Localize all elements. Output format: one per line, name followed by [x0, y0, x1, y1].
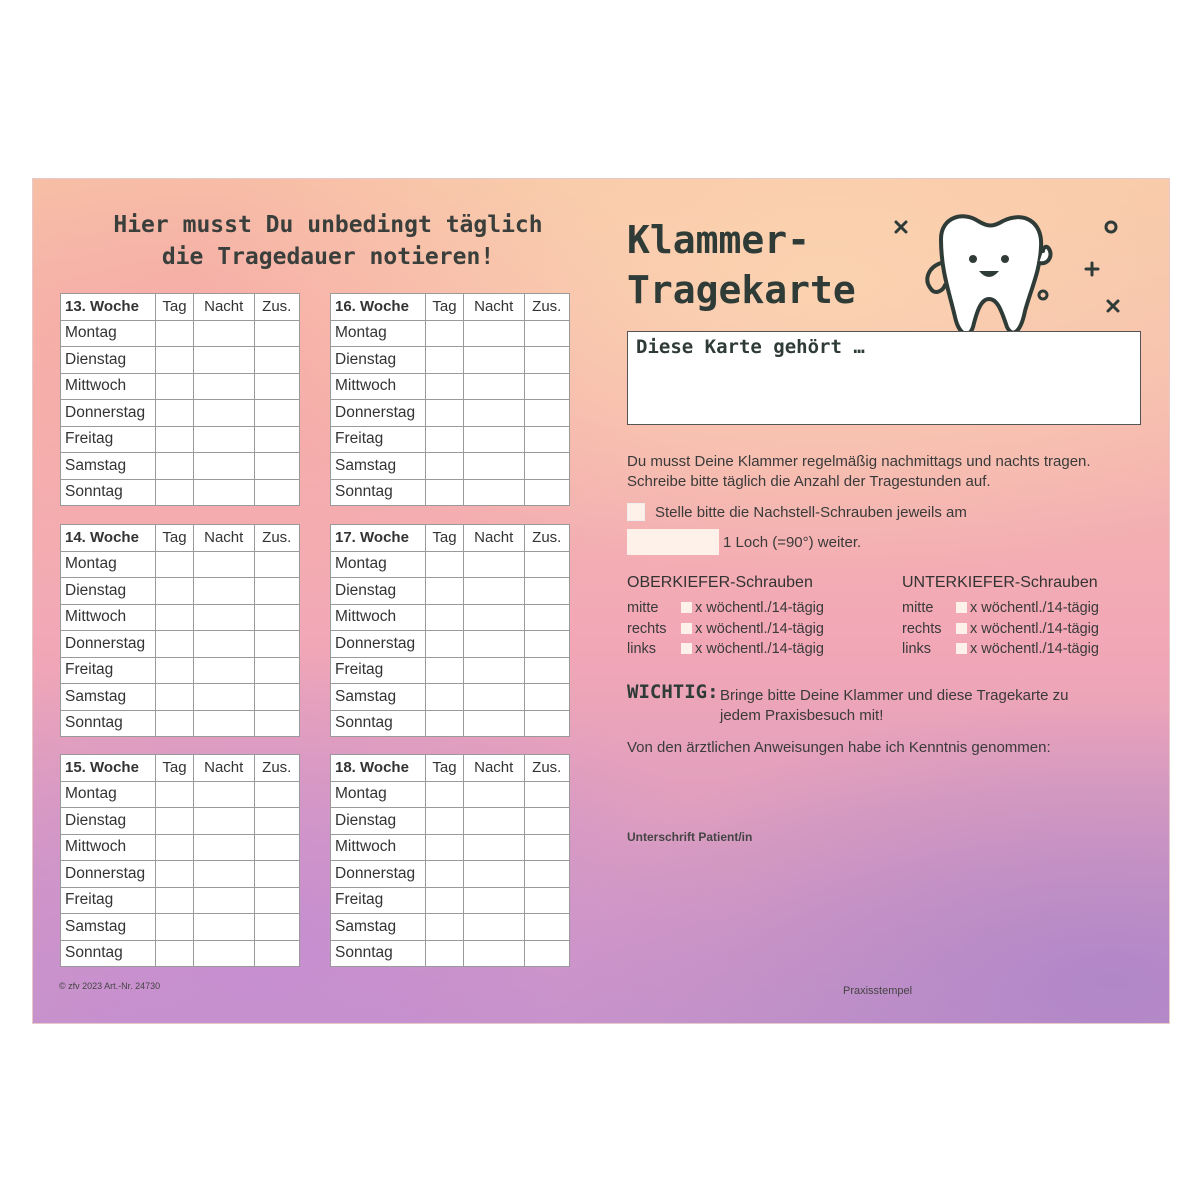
table-row	[331, 604, 570, 631]
day-label: Sonntag	[61, 479, 156, 506]
hours-cell[interactable]	[463, 940, 524, 967]
day-label: Freitag	[331, 887, 426, 914]
hours-cell[interactable]	[193, 453, 254, 480]
hours-cell[interactable]	[426, 684, 464, 711]
hours-cell[interactable]	[254, 914, 300, 941]
day-label: Donnerstag	[61, 400, 156, 427]
week-table	[60, 293, 300, 506]
screw-frequency: x wöchentl./14-tägig	[970, 641, 1099, 657]
hours-cell[interactable]	[193, 684, 254, 711]
hours-cell[interactable]	[524, 808, 570, 835]
week-table	[330, 524, 570, 737]
table-row	[61, 426, 300, 453]
hours-cell[interactable]	[193, 551, 254, 578]
table-row	[61, 914, 300, 941]
unterkiefer-row	[902, 641, 1162, 659]
hours-cell[interactable]	[463, 834, 524, 861]
hours-cell[interactable]	[524, 887, 570, 914]
owner-label: Diese Karte gehört …	[636, 336, 865, 358]
hours-cell[interactable]	[193, 631, 254, 658]
screw-frequency: x wöchentl./14-tägig	[695, 620, 824, 637]
hours-cell[interactable]	[254, 684, 300, 711]
hours-cell[interactable]	[426, 781, 464, 808]
day-label: Samstag	[61, 914, 156, 941]
headline	[103, 209, 553, 273]
hours-cell[interactable]	[156, 479, 194, 506]
hours-cell[interactable]	[254, 347, 300, 374]
hours-cell[interactable]	[254, 940, 300, 967]
hours-cell[interactable]	[193, 781, 254, 808]
column-header: Tag	[156, 755, 194, 782]
hours-cell[interactable]	[524, 940, 570, 967]
table-row	[331, 479, 570, 506]
day-label: Mittwoch	[331, 834, 426, 861]
table-row	[61, 373, 300, 400]
hours-cell[interactable]	[463, 453, 524, 480]
table-row	[61, 710, 300, 737]
hours-cell[interactable]	[254, 400, 300, 427]
hours-cell[interactable]	[193, 887, 254, 914]
table-row	[331, 834, 570, 861]
hours-cell[interactable]	[426, 400, 464, 427]
hours-cell[interactable]	[193, 426, 254, 453]
headline-line-1: Hier musst Du unbedingt täglich	[113, 212, 543, 238]
column-header: Nacht	[463, 525, 524, 552]
day-label: Samstag	[61, 684, 156, 711]
table-row	[331, 426, 570, 453]
headline-line-2: die Tragedauer notieren!	[161, 244, 495, 270]
hours-cell[interactable]	[524, 400, 570, 427]
column-header: Nacht	[193, 525, 254, 552]
hours-cell[interactable]	[426, 347, 464, 374]
hours-cell[interactable]	[193, 400, 254, 427]
hours-cell[interactable]	[524, 604, 570, 631]
week-table	[330, 754, 570, 967]
day-label: Mittwoch	[61, 834, 156, 861]
acknowledgement-text: Von den ärztlichen Anweisungen habe ich Kenntnis genommen:	[627, 739, 1051, 756]
table-row	[61, 320, 300, 347]
oberkiefer-row	[627, 641, 887, 659]
column-header: Tag	[426, 755, 464, 782]
hours-cell[interactable]	[156, 834, 194, 861]
hours-cell[interactable]	[524, 320, 570, 347]
wichtig-label: WICHTIG:	[627, 681, 719, 703]
day-label: Mittwoch	[61, 373, 156, 400]
table-row	[331, 914, 570, 941]
table-row	[61, 347, 300, 374]
adjust-checkbox[interactable]	[627, 503, 645, 521]
table-row	[331, 861, 570, 888]
day-label: Montag	[61, 551, 156, 578]
day-label: Dienstag	[331, 347, 426, 374]
table-row	[331, 657, 570, 684]
hours-cell[interactable]	[463, 400, 524, 427]
hours-cell[interactable]	[426, 551, 464, 578]
screw-frequency: x wöchentl./14-tägig	[695, 600, 824, 616]
hours-cell[interactable]	[463, 914, 524, 941]
table-row	[61, 808, 300, 835]
hours-cell[interactable]	[524, 834, 570, 861]
table-row	[61, 887, 300, 914]
day-label: Sonntag	[61, 710, 156, 737]
screw-frequency: x wöchentl./14-tägig	[970, 600, 1099, 616]
hours-cell[interactable]	[254, 887, 300, 914]
hours-cell[interactable]	[426, 710, 464, 737]
hours-cell[interactable]	[156, 551, 194, 578]
adjust-text-1: Stelle bitte die Nachstell-Schrauben jeweils am	[655, 504, 967, 521]
hours-cell[interactable]	[463, 710, 524, 737]
hours-cell[interactable]	[463, 631, 524, 658]
hours-cell[interactable]	[156, 914, 194, 941]
wichtig-text-2: jedem Praxisbesuch mit!	[720, 707, 884, 724]
screw-position-label: mitte	[902, 600, 934, 616]
table-row	[61, 657, 300, 684]
day-label: Mittwoch	[61, 604, 156, 631]
title-line-2: Tragekarte	[627, 268, 856, 312]
day-label: Montag	[331, 551, 426, 578]
week-label: 13. Woche	[61, 294, 156, 321]
hours-cell[interactable]	[426, 426, 464, 453]
hours-cell[interactable]	[156, 781, 194, 808]
adjust-value-field[interactable]	[627, 529, 719, 555]
hours-cell[interactable]	[193, 320, 254, 347]
hours-cell[interactable]	[156, 578, 194, 605]
hours-cell[interactable]	[254, 808, 300, 835]
table-row	[331, 400, 570, 427]
day-label: Samstag	[331, 684, 426, 711]
hours-cell[interactable]	[156, 710, 194, 737]
screw-checkbox[interactable]	[956, 643, 967, 654]
table-row	[331, 808, 570, 835]
screw-checkbox[interactable]	[956, 623, 967, 634]
oberkiefer-row	[627, 621, 887, 639]
hours-cell[interactable]	[156, 631, 194, 658]
day-label: Dienstag	[61, 347, 156, 374]
hours-cell[interactable]	[524, 578, 570, 605]
hours-cell[interactable]	[156, 373, 194, 400]
hours-cell[interactable]	[156, 426, 194, 453]
hours-cell[interactable]	[463, 808, 524, 835]
title-line-1: Klammer-	[627, 218, 811, 262]
day-label: Mittwoch	[331, 373, 426, 400]
hours-cell[interactable]	[254, 551, 300, 578]
hours-cell[interactable]	[193, 861, 254, 888]
instructions-line-2: Schreibe bitte täglich die Anzahl der Tragestunden auf.	[627, 473, 991, 490]
table-row	[331, 347, 570, 374]
day-label: Montag	[331, 781, 426, 808]
table-row	[61, 479, 300, 506]
hours-cell[interactable]	[524, 657, 570, 684]
hours-cell[interactable]	[463, 426, 524, 453]
hours-cell[interactable]	[426, 479, 464, 506]
column-header: Tag	[426, 525, 464, 552]
day-label: Donnerstag	[331, 861, 426, 888]
screw-position-label: rechts	[902, 620, 942, 637]
unterkiefer-heading: UNTERKIEFER-Schrauben	[902, 574, 1098, 591]
hours-cell[interactable]	[156, 657, 194, 684]
hours-cell[interactable]	[524, 551, 570, 578]
column-header: Nacht	[193, 294, 254, 321]
day-label: Dienstag	[61, 578, 156, 605]
hours-cell[interactable]	[426, 320, 464, 347]
day-label: Donnerstag	[331, 400, 426, 427]
day-label: Freitag	[61, 657, 156, 684]
table-row	[331, 684, 570, 711]
oberkiefer-row	[627, 600, 887, 618]
hours-cell[interactable]	[524, 347, 570, 374]
hours-cell[interactable]	[426, 808, 464, 835]
hours-cell[interactable]	[463, 320, 524, 347]
hours-cell[interactable]	[426, 657, 464, 684]
card-title	[627, 215, 856, 315]
screw-checkbox[interactable]	[681, 643, 692, 654]
day-label: Freitag	[331, 426, 426, 453]
screw-position-label: links	[627, 641, 657, 657]
day-label: Dienstag	[331, 578, 426, 605]
table-row	[331, 781, 570, 808]
hours-cell[interactable]	[156, 400, 194, 427]
hours-cell[interactable]	[254, 710, 300, 737]
hours-cell[interactable]	[254, 657, 300, 684]
week-label: 17. Woche	[331, 525, 426, 552]
table-row	[61, 551, 300, 578]
wichtig-text-1: Bringe bitte Deine Klammer und diese Tragekarte zu	[720, 687, 1069, 704]
hours-cell[interactable]	[254, 373, 300, 400]
column-header: Zus.	[254, 755, 300, 782]
screw-frequency: x wöchentl./14-tägig	[695, 641, 824, 657]
table-row	[331, 578, 570, 605]
hours-cell[interactable]	[254, 781, 300, 808]
day-label: Samstag	[331, 914, 426, 941]
table-row	[331, 320, 570, 347]
day-label: Freitag	[331, 657, 426, 684]
screw-position-label: mitte	[627, 600, 659, 616]
hours-cell[interactable]	[156, 453, 194, 480]
tragekarte-card	[32, 178, 1170, 1024]
week-table	[330, 293, 570, 506]
oberkiefer-heading: OBERKIEFER-Schrauben	[627, 574, 813, 591]
hours-cell[interactable]	[193, 578, 254, 605]
hours-cell[interactable]	[463, 781, 524, 808]
column-header: Nacht	[463, 294, 524, 321]
week-label: 18. Woche	[331, 755, 426, 782]
column-header: Zus.	[524, 525, 570, 552]
day-label: Samstag	[61, 453, 156, 480]
hours-cell[interactable]	[193, 808, 254, 835]
column-header: Nacht	[193, 755, 254, 782]
hours-cell[interactable]	[156, 684, 194, 711]
day-label: Donnerstag	[61, 861, 156, 888]
table-row	[331, 887, 570, 914]
day-label: Dienstag	[61, 808, 156, 835]
screw-position-label: rechts	[627, 620, 667, 637]
table-row	[61, 940, 300, 967]
week-label: 16. Woche	[331, 294, 426, 321]
day-label: Donnerstag	[61, 631, 156, 658]
hours-cell[interactable]	[254, 320, 300, 347]
hours-cell[interactable]	[156, 320, 194, 347]
hours-cell[interactable]	[193, 914, 254, 941]
hours-cell[interactable]	[524, 684, 570, 711]
stamp-label: Praxisstempel	[843, 985, 913, 997]
hours-cell[interactable]	[524, 426, 570, 453]
hours-cell[interactable]	[156, 940, 194, 967]
hours-cell[interactable]	[254, 834, 300, 861]
table-row	[61, 400, 300, 427]
screw-checkbox[interactable]	[681, 623, 692, 634]
hours-cell[interactable]	[426, 453, 464, 480]
day-label: Freitag	[61, 426, 156, 453]
tooth-mascot-icon	[883, 199, 1143, 349]
hours-cell[interactable]	[463, 887, 524, 914]
screw-checkbox[interactable]	[956, 602, 967, 613]
hours-cell[interactable]	[463, 578, 524, 605]
day-label: Dienstag	[331, 808, 426, 835]
hours-cell[interactable]	[156, 887, 194, 914]
hours-cell[interactable]	[193, 604, 254, 631]
hours-cell[interactable]	[426, 914, 464, 941]
hours-cell[interactable]	[426, 373, 464, 400]
day-label: Mittwoch	[331, 604, 426, 631]
screw-frequency: x wöchentl./14-tägig	[970, 620, 1099, 637]
column-header: Zus.	[254, 525, 300, 552]
hours-cell[interactable]	[254, 631, 300, 658]
hours-cell[interactable]	[254, 604, 300, 631]
hours-cell[interactable]	[426, 631, 464, 658]
table-row	[61, 604, 300, 631]
hours-cell[interactable]	[463, 657, 524, 684]
hours-cell[interactable]	[156, 808, 194, 835]
table-row	[61, 861, 300, 888]
column-header: Zus.	[254, 294, 300, 321]
hours-cell[interactable]	[463, 373, 524, 400]
table-row	[331, 710, 570, 737]
day-label: Sonntag	[61, 940, 156, 967]
hours-cell[interactable]	[426, 604, 464, 631]
table-row	[61, 684, 300, 711]
hours-cell[interactable]	[193, 834, 254, 861]
table-row	[61, 578, 300, 605]
unterkiefer-row	[902, 621, 1162, 639]
table-row	[331, 631, 570, 658]
hours-cell[interactable]	[524, 861, 570, 888]
hours-cell[interactable]	[524, 710, 570, 737]
hours-cell[interactable]	[524, 914, 570, 941]
table-row	[61, 453, 300, 480]
day-label: Montag	[61, 781, 156, 808]
day-label: Sonntag	[331, 479, 426, 506]
hours-cell[interactable]	[463, 684, 524, 711]
table-row	[61, 631, 300, 658]
hours-cell[interactable]	[254, 453, 300, 480]
hours-cell[interactable]	[524, 479, 570, 506]
hours-cell[interactable]	[254, 426, 300, 453]
hours-cell[interactable]	[193, 710, 254, 737]
hours-cell[interactable]	[524, 373, 570, 400]
adjust-text-2: 1 Loch (=90°) weiter.	[723, 534, 862, 551]
week-table	[60, 754, 300, 967]
hours-cell[interactable]	[463, 861, 524, 888]
column-header: Tag	[156, 525, 194, 552]
hours-cell[interactable]	[463, 347, 524, 374]
screw-checkbox[interactable]	[681, 602, 692, 613]
hours-cell[interactable]	[193, 347, 254, 374]
hours-cell[interactable]	[156, 861, 194, 888]
column-header: Tag	[156, 294, 194, 321]
column-header: Zus.	[524, 755, 570, 782]
day-label: Montag	[61, 320, 156, 347]
column-header: Nacht	[463, 755, 524, 782]
hours-cell[interactable]	[193, 373, 254, 400]
table-row	[331, 373, 570, 400]
week-label: 14. Woche	[61, 525, 156, 552]
column-header: Zus.	[524, 294, 570, 321]
hours-cell[interactable]	[426, 887, 464, 914]
day-label: Sonntag	[331, 710, 426, 737]
table-row	[331, 551, 570, 578]
hours-cell[interactable]	[524, 631, 570, 658]
week-table	[60, 524, 300, 737]
owner-field[interactable]	[627, 331, 1141, 425]
hours-cell[interactable]	[254, 479, 300, 506]
instructions-line-1: Du musst Deine Klammer regelmäßig nachmittags und nachts tragen.	[627, 453, 1091, 470]
hours-cell[interactable]	[426, 578, 464, 605]
hours-cell[interactable]	[254, 578, 300, 605]
hours-cell[interactable]	[193, 940, 254, 967]
table-row	[61, 834, 300, 861]
hours-cell[interactable]	[193, 479, 254, 506]
day-label: Freitag	[61, 887, 156, 914]
hours-cell[interactable]	[463, 604, 524, 631]
table-row	[331, 453, 570, 480]
hours-cell[interactable]	[426, 834, 464, 861]
hours-cell[interactable]	[254, 861, 300, 888]
day-label: Montag	[331, 320, 426, 347]
hours-cell[interactable]	[426, 940, 464, 967]
hours-cell[interactable]	[524, 453, 570, 480]
column-header: Tag	[426, 294, 464, 321]
week-label: 15. Woche	[61, 755, 156, 782]
hours-cell[interactable]	[463, 479, 524, 506]
table-row	[331, 940, 570, 967]
day-label: Donnerstag	[331, 631, 426, 658]
hours-cell[interactable]	[156, 347, 194, 374]
unterkiefer-row	[902, 600, 1162, 618]
screw-position-label: links	[902, 641, 932, 657]
copyright: © zfv 2023 Art.-Nr. 24730	[59, 981, 161, 991]
day-label: Samstag	[331, 453, 426, 480]
hours-cell[interactable]	[193, 657, 254, 684]
signature-label: Unterschrift Patient/in	[627, 830, 753, 844]
hours-cell[interactable]	[156, 604, 194, 631]
hours-cell[interactable]	[463, 551, 524, 578]
day-label: Sonntag	[331, 940, 426, 967]
hours-cell[interactable]	[524, 781, 570, 808]
hours-cell[interactable]	[426, 861, 464, 888]
table-row	[61, 781, 300, 808]
